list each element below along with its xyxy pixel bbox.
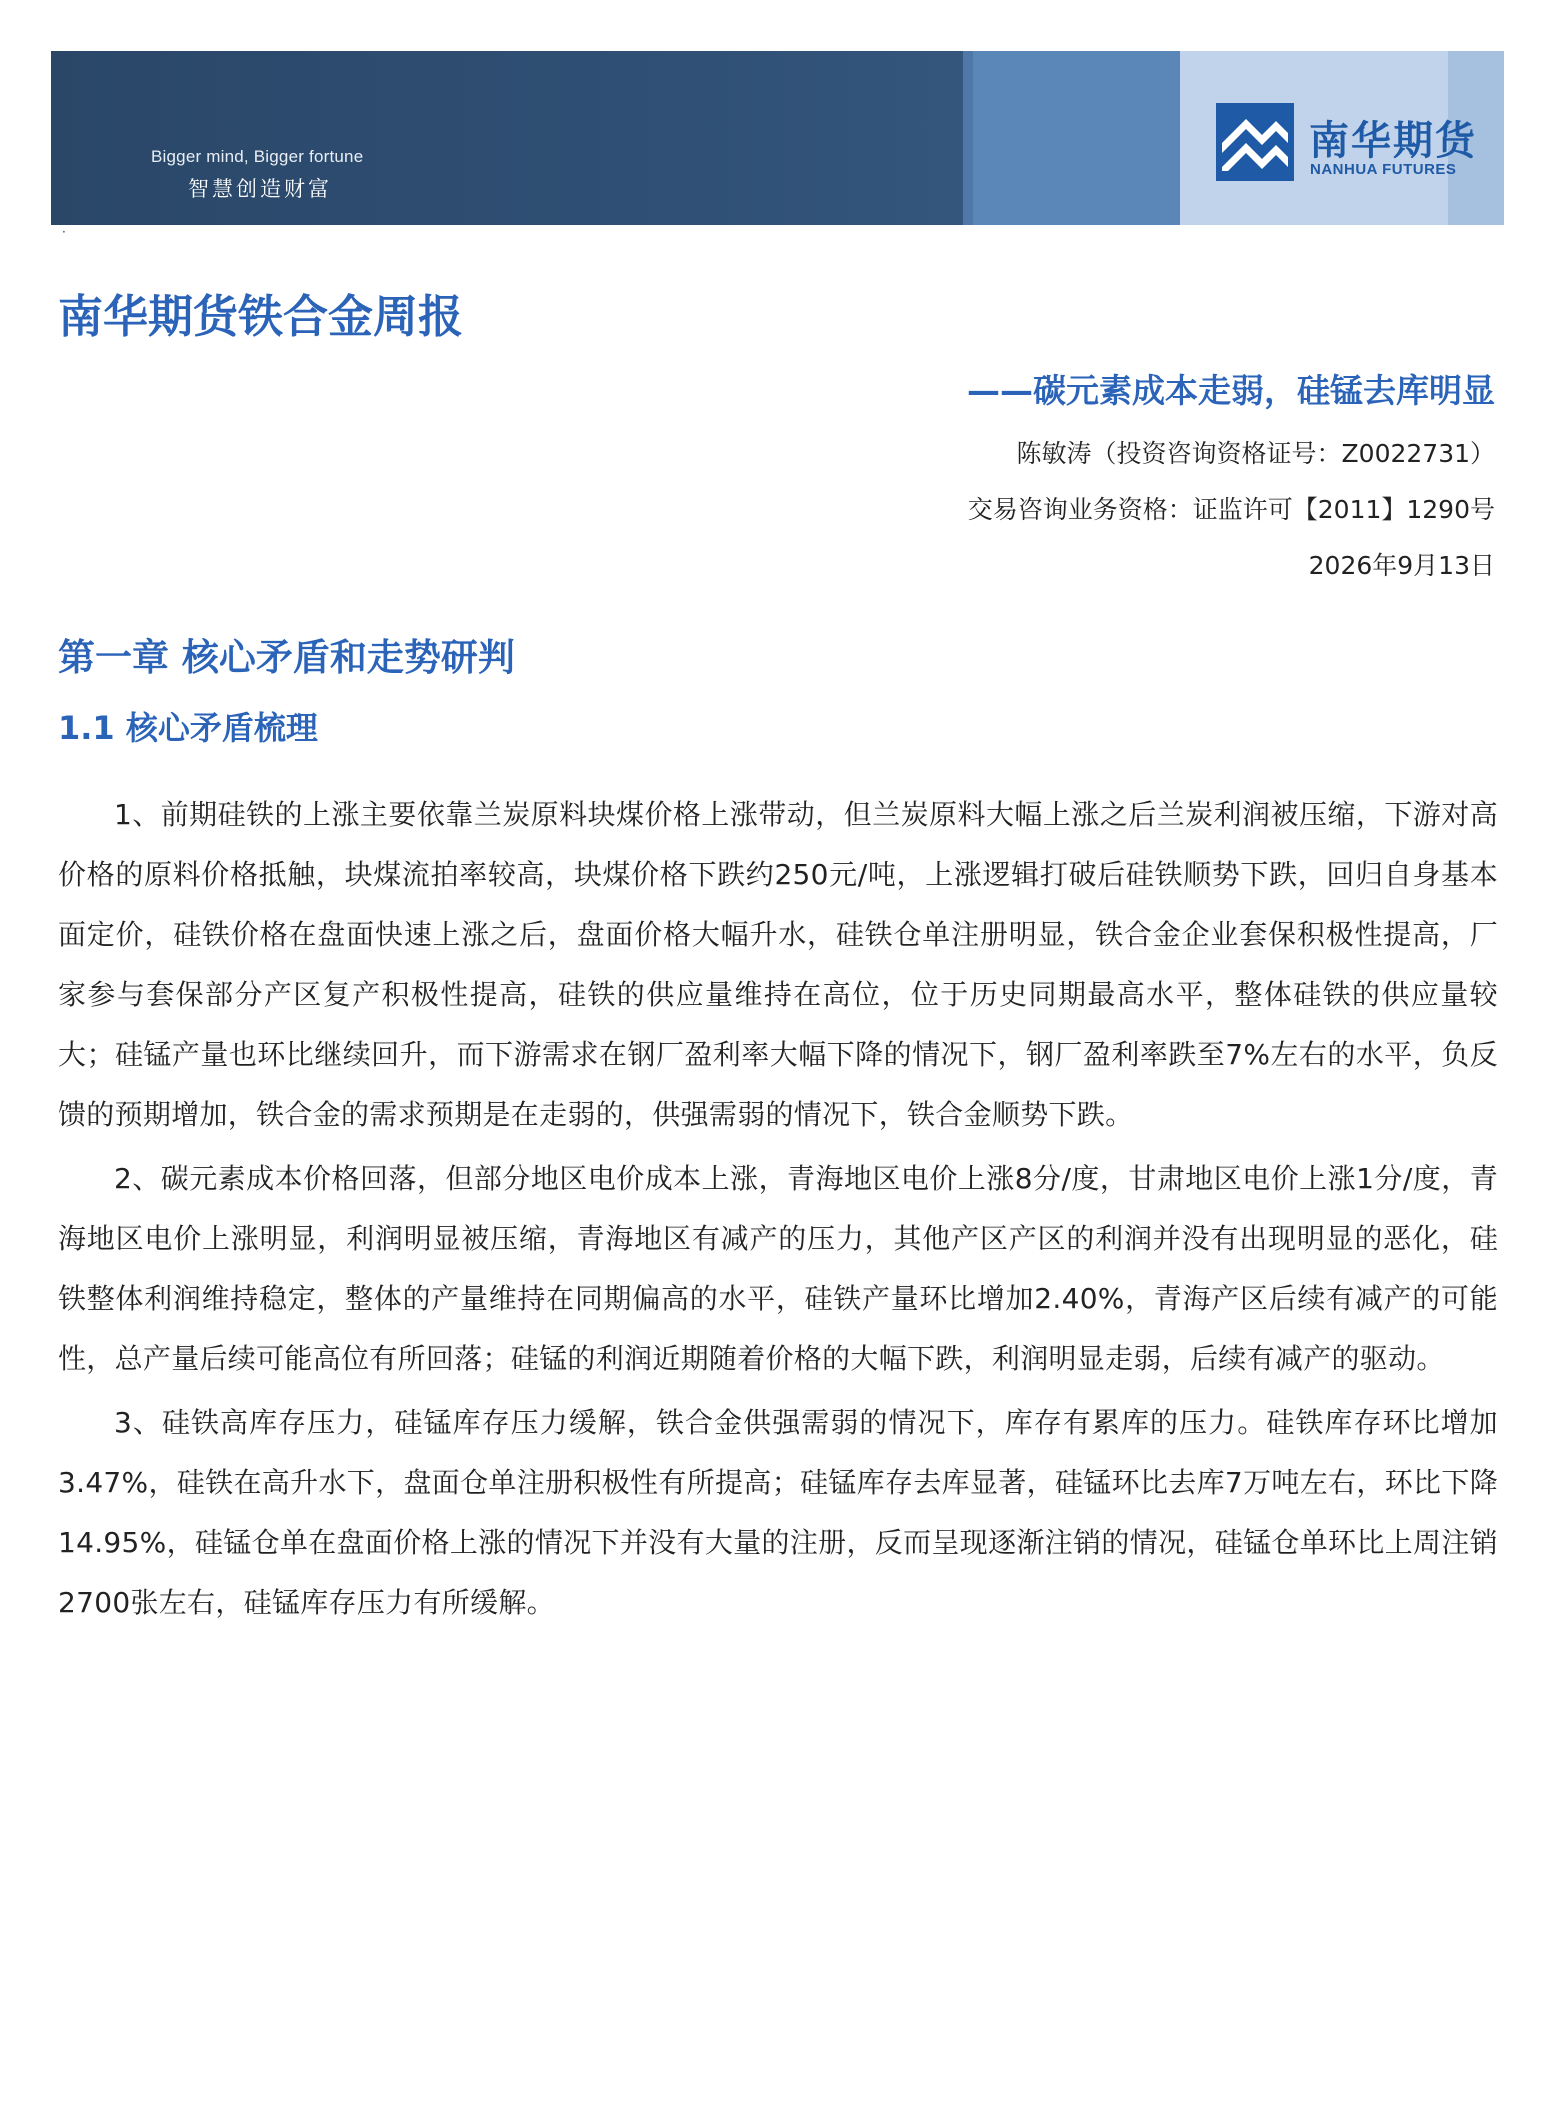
report-subtitle: ——碳元素成本走弱，硅锰去库明显 <box>967 371 1495 410</box>
license-line: 交易咨询业务资格：证监许可【2011】1290号 <box>967 495 1495 524</box>
report-body <box>58 785 1498 1722</box>
logo-text-chinese: 南华期货 <box>1309 118 1477 164</box>
paragraph: 3、硅铁高库存压力，硅锰库存压力缓解，铁合金供强需弱的情况下，库存有累库的压力。硅铁库存环比增加3.47%，硅铁在高升水下，盘面仓单注册积极性有所提高；硅锰库存去库显著，硅锰环比去库7万吨左右，环比下降14.95%，硅锰仓单在盘面价格上涨的情况下并没有大量的注册，反而呈现逐渐注销的情况，硅锰仓单环比上周注销2700张左右，硅锰库存压力有所缓解。 <box>58 1406 1498 1619</box>
banner-stripe <box>963 51 973 225</box>
section-title: 1.1 核心矛盾梳理 <box>58 709 318 747</box>
chapter-title: 第一章 核心矛盾和走势研判 <box>58 636 515 679</box>
slogan-chinese: 智慧创造财富 <box>188 177 332 201</box>
nanhua-logo-icon <box>1216 103 1294 181</box>
dot-mark: · <box>62 225 66 239</box>
slogan-english: Bigger mind, Bigger fortune <box>151 147 364 166</box>
paragraph: 2、碳元素成本价格回落，但部分地区电价成本上涨，青海地区电价上涨8分/度，甘肃地区电价上涨1分/度，青海地区电价上涨明显，利润明显被压缩，青海地区有减产的压力，其他产区产区的利润并没有出现明显的恶化，硅铁整体利润维持稳定，整体的产量维持在同期偏高的水平，硅铁产量环比增加2.40%，青海产区后续有减产的可能性，总产量后续可能高位有所回落；硅锰的利润近期随着价格的大幅下跌，利润明显走弱，后续有减产的驱动。 <box>58 1162 1498 1375</box>
report-date: 2026年9月13日 <box>1308 551 1495 580</box>
paragraph: 1、前期硅铁的上涨主要依靠兰炭原料块煤价格上涨带动，但兰炭原料大幅上涨之后兰炭利润被压缩，下游对高价格的原料价格抵触，块煤流拍率较高，块煤价格下跌约250元/吨，上涨逻辑打破后硅铁顺势下跌，回归自身基本面定价，硅铁价格在盘面快速上涨之后，盘面价格大幅升水，硅铁仓单注册明显，铁合金企业套保积极性提高，厂家参与套保部分产区复产积极性提高，硅铁的供应量维持在高位，位于历史同期最高水平，整体硅铁的供应量较大；硅锰产量也环比继续回升，而下游需求在钢厂盈利率大幅下降的情况下，钢厂盈利率跌至7%左右的水平，负反馈的预期增加，铁合金的需求预期是在走弱的，供强需弱的情况下，铁合金顺势下跌。 <box>58 798 1498 1131</box>
banner-stripe-wide <box>973 51 1189 225</box>
report-title: 南华期货铁合金周报 <box>58 290 464 343</box>
author-line: 陈敏涛（投资咨询资格证号：Z0022731） <box>1016 439 1495 468</box>
logo-text-english: NANHUA FUTURES <box>1310 161 1457 178</box>
header-banner <box>51 51 1504 225</box>
